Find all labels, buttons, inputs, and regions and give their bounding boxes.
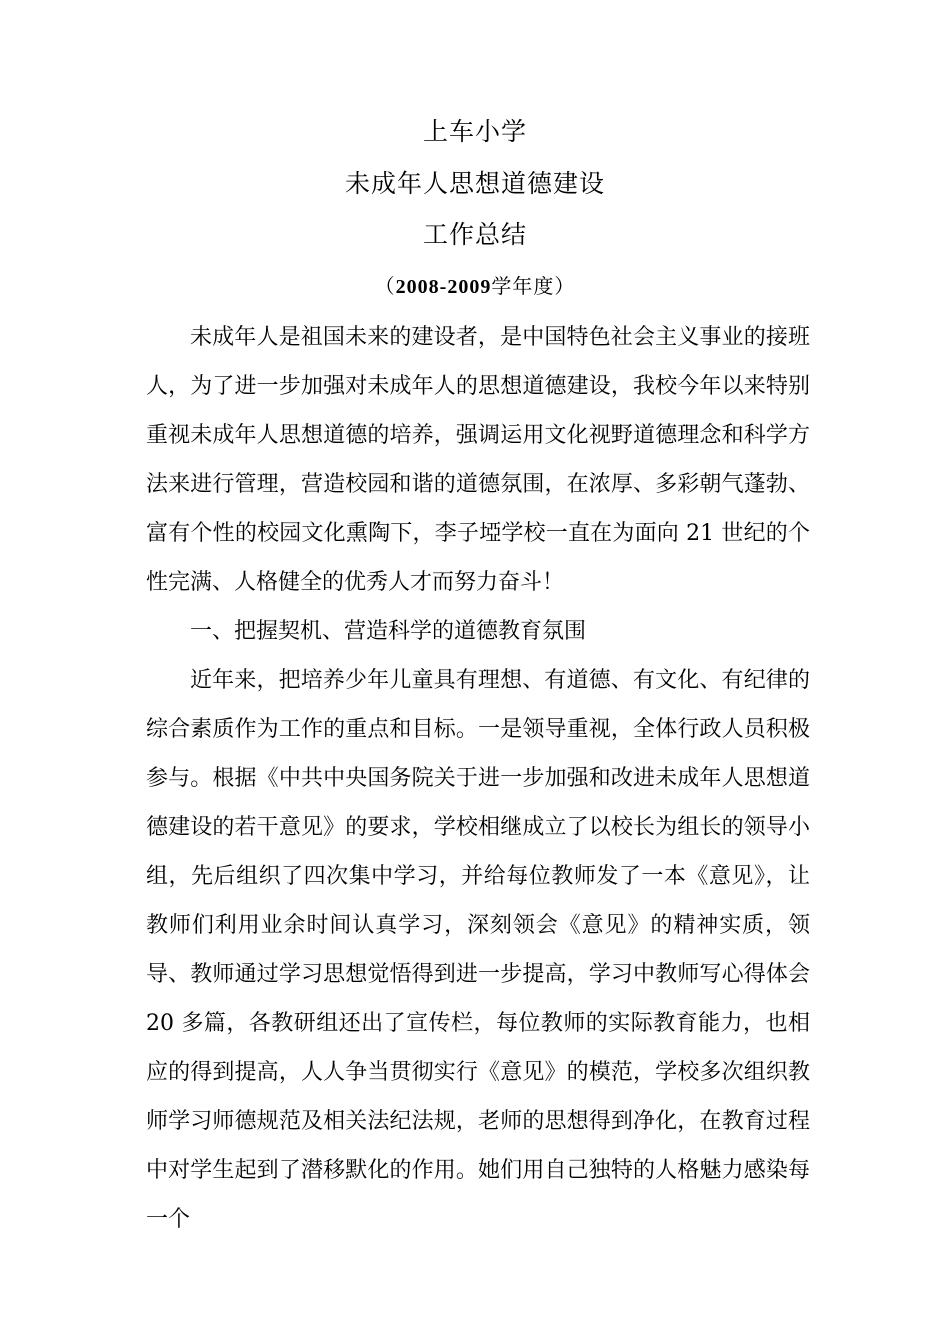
- document-title: 未成年人思想道德建设: [344, 169, 605, 198]
- year-range: 2008-2009: [395, 276, 492, 298]
- school-name: 上车小学: [422, 117, 527, 146]
- year-open-paren: （: [374, 274, 396, 298]
- paragraph-intro: 未成年人是祖国未来的建设者，是中国特色社会主义事业的接班人，为了进一步加强对未成年人的思想道德建设，我校今年以来特别重视未成年人思想道德的培养，强调运用文化视野道德理念和科学方法来进行管理，营造校园和谐的道德氛围，在浓厚、多彩朝气蓬勃、富有个性的校园文化熏陶下，李子埡学校一直在为面向 21 世纪的个性完满、人格健全的优秀人才而努力奋斗！: [146, 325, 810, 595]
- paragraph-section-1: 近年来，把培养少年儿童具有理想、有道德、有文化、有纪律的综合素质作为工作的重点和目标。一是领导重视，全体行政人员积极参与。根据《中共中央国务院关于进一步加强和改进未成年人思想道德建设的若干意见》的要求，学校相继成立了以校长为组长的领导小组，先后组织了四次集中学习，并给每位教师发了一本《意见》，让教师们利用业余时间认真学习，深刻领会《意见》的精神实质，领导、教师通过学习思想觉悟得到进一步提高，学习中教师写心得体会 20 多篇，各教研组还出了宣传栏，每位教师的实际教育能力，也相应的得到提高，人人争当贯彻实行《意见》的模范，学校多次组织教师学习师德规范及相关法纪法规，老师的思想得到净化，在教育过程中对学生起到了潜移默化的作用。她们用自己独特的人格魅力感染每一个: [146, 668, 810, 1232]
- document-body: [146, 313, 810, 1244]
- section-heading-1: 一、把握契机、营造科学的道德教育氛围: [190, 619, 587, 644]
- year-suffix: 学年度）: [491, 274, 576, 298]
- document-subtitle: 工作总结: [422, 220, 527, 249]
- school-year: [0, 273, 950, 300]
